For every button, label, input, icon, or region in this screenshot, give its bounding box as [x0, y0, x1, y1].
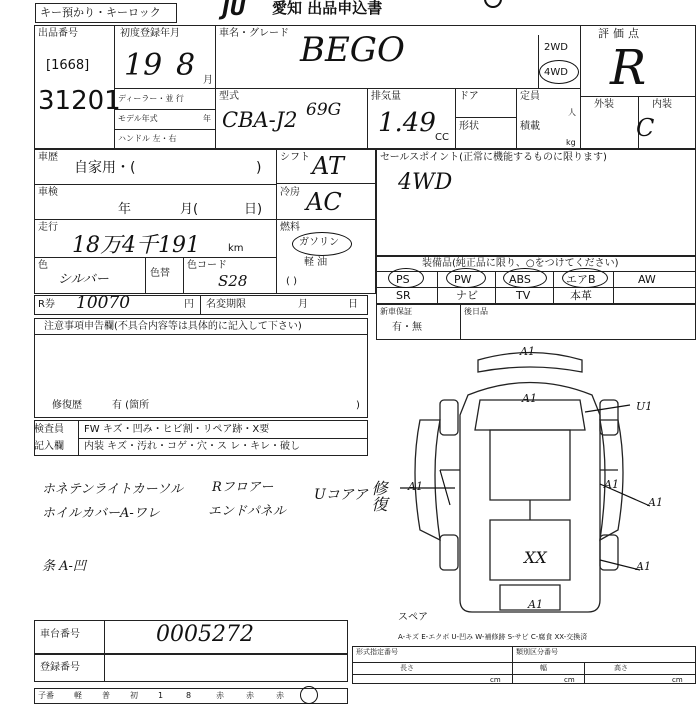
handwritten-mid-2: エンドパネル: [208, 504, 286, 519]
usage-value: 自家用・(: [74, 160, 136, 176]
model-year-label: モデル年式: [118, 114, 158, 123]
chassis-label: 車台番号: [40, 629, 80, 640]
handwritten-mid-4: 修復: [369, 480, 388, 512]
damage-mark-bumper: A1: [528, 598, 543, 611]
usage-label: 車歴: [38, 152, 58, 163]
footer-tab-2: 軽: [74, 691, 82, 700]
footer-tab-8: 赤: [246, 691, 254, 700]
footer-tab-9: 赤: [276, 691, 284, 700]
color-swap-label: 色替: [150, 268, 170, 279]
spec-height-unit: cm: [672, 676, 683, 684]
handwritten-left-2: ホイルカバーA-ワレ: [42, 506, 160, 521]
spec-class-label: 類別区分番号: [516, 648, 558, 656]
km-unit: km: [228, 243, 244, 254]
footer-tab-1: 子番: [38, 691, 54, 700]
repair-label: 修復歴: [52, 400, 82, 411]
name-change-day: 日: [348, 299, 358, 310]
spec-type-label: 形式指定番号: [356, 648, 398, 656]
sales-point-label: セールスポイント(正常に機能するものに限ります): [380, 152, 607, 163]
name-change-month: 月: [298, 299, 308, 310]
sales-point-value: 4WD: [398, 170, 453, 195]
equip-pw: PW: [454, 273, 472, 286]
footer-tab-circle: [300, 686, 318, 704]
lot-label: 出品番号: [38, 28, 78, 39]
spec-width-label: 幅: [540, 664, 547, 672]
form-title: 愛知 出品申込書: [272, 0, 383, 17]
type-overwrite: 69G: [306, 100, 342, 120]
interior-label: 内装: [652, 99, 672, 110]
cc-unit: CC: [435, 132, 449, 143]
handwritten-left-1: ホネテンライトカーソル: [42, 482, 184, 497]
load-label: 積載: [520, 121, 540, 132]
footer-tab-3: 普: [102, 691, 110, 700]
ac-label: 冷房: [280, 187, 300, 198]
footer-tab-4: 初: [130, 691, 138, 700]
key-notice: キー預かり・キーロック: [40, 6, 161, 19]
fuel-value: ガソリン: [299, 237, 339, 248]
new-warranty-label: 新車保証: [380, 307, 412, 316]
inspection-year: 年: [118, 202, 132, 217]
footer-tab-6: 8: [186, 691, 192, 700]
fuel-paren: ( ): [286, 276, 297, 287]
equip-navi: ナビ: [456, 289, 478, 302]
first-reg-label: 初度登録年月: [120, 28, 180, 39]
chassis-value: 0005272: [156, 622, 254, 647]
inspection-month: 月(: [180, 202, 199, 217]
fuel-label: 燃料: [280, 222, 300, 233]
repair-value: 有 (箇所: [112, 400, 150, 411]
ac-value: AC: [306, 188, 342, 216]
mileage-value: 18万4千191: [72, 233, 200, 258]
equipment-label: 装備品(純正品に限り、○をつけてください): [422, 258, 619, 269]
handle-label: ハンドル 左・右: [118, 134, 177, 143]
damage-mark-rear: XX: [524, 548, 547, 567]
damage-mark-right-side: A1: [648, 496, 663, 509]
drive-2wd: 2WD: [544, 42, 568, 53]
damage-mark-rear-left: A1: [604, 478, 619, 491]
model-year-unit: 年: [203, 114, 211, 123]
shift-label: シフト: [280, 152, 310, 163]
recycle-value: 10070: [76, 293, 131, 313]
handwritten-left-3: 条 A-凹: [42, 559, 86, 574]
grade-value: R: [610, 40, 647, 96]
damage-mark-left-side: A1: [408, 480, 423, 493]
registration-box: [34, 654, 348, 682]
damage-mark-top: A1: [520, 345, 535, 358]
kg-unit: kg: [566, 138, 576, 147]
shape-label: 形状: [459, 121, 479, 132]
damage-mark-right-front: U1: [636, 400, 653, 413]
car-name-label: 車名・グレード: [219, 28, 289, 39]
color-label: 色: [38, 260, 48, 271]
damage-mark-hood: A1: [522, 392, 537, 405]
equip-aw: AW: [638, 273, 656, 286]
interior-value: C: [636, 114, 655, 142]
spec-width-unit: cm: [564, 676, 575, 684]
recycle-label: R券: [38, 299, 55, 310]
equip-airbag: エアB: [566, 273, 596, 286]
spec-height-label: 高さ: [614, 664, 628, 672]
recycle-yen: 円: [184, 299, 194, 310]
name-change-label: 名変期限: [206, 299, 246, 310]
type-value: CBA-J2: [222, 108, 298, 132]
inspector-row1: FW キズ・凹み・ヒビ割・リペア跡・X要: [84, 424, 270, 435]
damage-mark-right-rear: A1: [636, 560, 651, 573]
footer-tab-7: 赤: [216, 691, 224, 700]
handwritten-mid-3: Uコアア: [314, 487, 368, 503]
inspector-label: 検査員: [34, 424, 64, 435]
mileage-label: 走行: [38, 222, 58, 233]
car-name: BEGO: [300, 30, 405, 70]
person-unit: 人: [568, 108, 576, 117]
first-reg-month-unit: 月: [203, 75, 213, 86]
equip-abs: ABS: [509, 273, 531, 286]
fuel-light: 軽 油: [304, 257, 328, 268]
equip-leather: 本革: [570, 289, 592, 302]
entry-label: 記入欄: [34, 441, 64, 452]
repair-close: ): [356, 400, 360, 411]
first-reg-year: 19: [124, 48, 163, 83]
inspector-row2: 内装 キズ・汚れ・コゲ・穴・ス レ・キレ・破し: [84, 441, 301, 452]
ju-logo: JU: [222, 0, 246, 20]
spec-length-label: 長さ: [400, 664, 414, 672]
handwritten-mid-1: Rフロアー: [212, 480, 274, 495]
color-code-value: S28: [218, 272, 248, 290]
exterior-label: 外装: [594, 99, 614, 110]
color-value: シルバー: [58, 272, 109, 287]
spare-label: スペア: [398, 612, 428, 623]
equip-sr: SR: [396, 289, 411, 302]
displacement-value: 1.49: [378, 108, 436, 138]
dealer-label: ディーラー・並 行: [118, 94, 184, 103]
damage-legend: A-キズ E-エクボ U-凹み W-補修跡 S-サビ C-腐食 XX-交換済: [398, 633, 588, 641]
options-label: 後日品: [464, 307, 488, 316]
lot-sub-number: [1668]: [46, 58, 90, 73]
inspection-label: 車検: [38, 187, 58, 198]
color-code-label: 色コード: [187, 260, 227, 271]
lot-number: 31201: [38, 86, 121, 116]
first-reg-month: 8: [176, 48, 196, 83]
notes-heading: 注意事項申告欄(不具合内容等は具体的に記入して下さい): [44, 321, 302, 332]
new-warranty-value: 有・無: [392, 322, 422, 333]
door-label: ドア: [459, 91, 479, 102]
capacity-label: 定員: [520, 91, 540, 102]
usage-close: ): [256, 160, 262, 176]
inspection-day: 日): [244, 202, 263, 217]
registration-label: 登録番号: [40, 662, 80, 673]
grade-label: 評価点: [598, 27, 643, 40]
footer-tab-5: 1: [158, 691, 164, 700]
equip-tv: TV: [516, 289, 531, 302]
equip-ps: PS: [396, 273, 410, 286]
type-label: 型式: [219, 91, 239, 102]
displacement-label: 排気量: [371, 91, 401, 102]
drive-4wd: 4WD: [544, 67, 568, 78]
spec-length-unit: cm: [490, 676, 501, 684]
shift-value: AT: [312, 152, 345, 180]
